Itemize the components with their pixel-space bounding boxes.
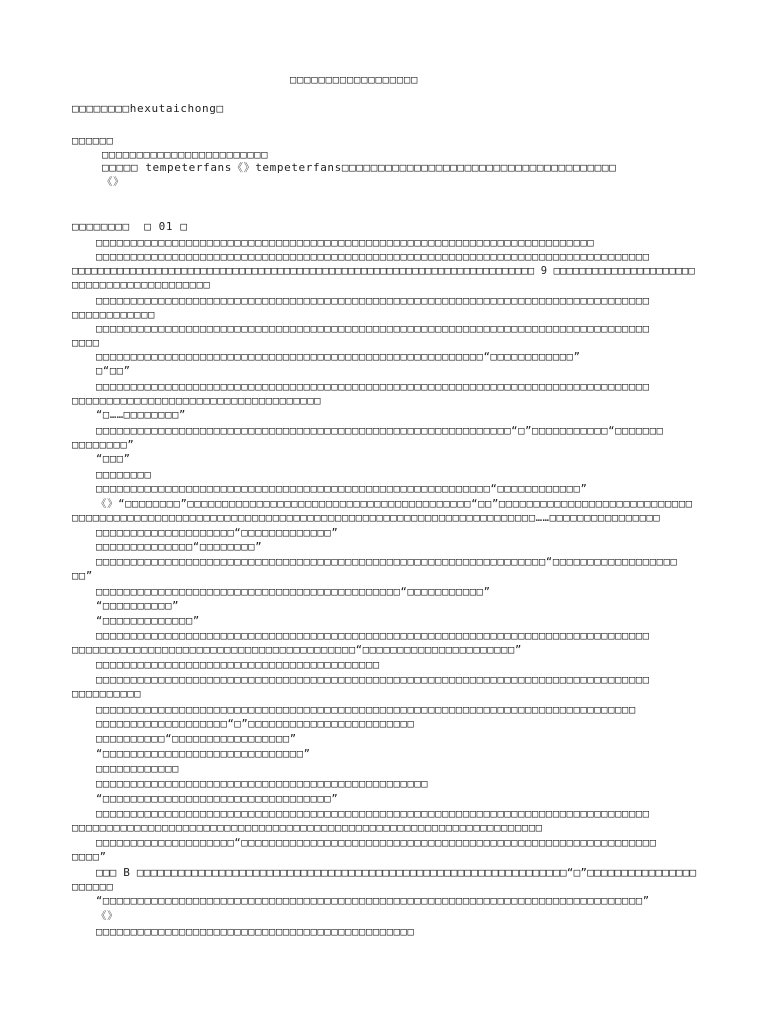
text-line: □□□□□□□□□□□□□□□□□□□□□□□□□□□□□□□□□□□□□□□□□□□□□□□□□□□□□□□□□□□□□□□□□□□□ <box>72 822 543 834</box>
text-line: □□□□□□□□□□□□□□□□□□□□□□□□□□□□□□□□□□□□□□□□□□□□“□□□□□□□□□□□” <box>96 586 491 598</box>
text-line: “□□□” <box>96 453 131 465</box>
text-line: □□□□□□□□□□□□□□□□□□□□□□□□□□□□□□□□□□□□□□□□□□□□□□□□□□□□□□□□□□□□□□□□□□□□□□□□ 9 □□□□□□□□□□□□□□□□□□□□□□ <box>72 265 695 277</box>
text-line: □□□□□□□□□□□□□□□□□□□□ <box>72 279 211 291</box>
text-line: □□□□□□□□□□□□□□□□□□□□□□□□□□□□□□□□□□□□□□□□□“□□□□□□□□□□□□□□□□□□□□□□” <box>72 644 522 656</box>
text-line: “□□□□□□□□□□□□□” <box>96 615 200 627</box>
text-line: □□□□□□□□□□□□□□□□□□□□□□□□□□□□□□□□□□□□□□□□□□□□□□□□□□□□□□□□□□□□□□□□□□□□□□□□□□□□□□ <box>96 704 636 716</box>
text-line: □□□□□□□□□□□□□□□□□□□□“□□□□□□□□□□□□□” <box>96 527 339 539</box>
text-line: □□□□□□□□□□□□ <box>96 763 180 775</box>
text-line: □□□□□□□□□□□□□□□□□□□□□□□□□□□□□□□□□□□□□□□□□□□□□□□□□□□□□□□□□“□□□□□□□□□□□□” <box>96 483 588 495</box>
text-line: □□□□□□□□□□□□□□□□□□□□□□□□□□□□□□□□□□□□□□□□□ <box>96 659 380 671</box>
text-line: “□……□□□□□□□□” <box>96 409 186 421</box>
text-line: □□□□□□□□□□□□□□□□□□□□□□□□□□□□□□□□□□□□□□□□□□□□□□□□□□□□□□□□“□□□□□□□□□□□□” <box>96 351 581 363</box>
text-line: □□□□□□ <box>72 881 114 893</box>
text-line: □□□□□□□□□□□□□□□□□□□□□□□□□□□□□□□□□□□□□□□□□□□□□□□□□□□□□□□□□□□□□□□□□□□……□□□□□□□□□□□□□□□□ <box>72 512 661 524</box>
text-line: □□□□□□□□□□□□□□□□□□□□□□□□□□□□□□□□□□□□□□□□□□□□□□□□□□□□□□□□□□□□□□□□□□□□□□□□□□□□□□□□ <box>96 295 650 307</box>
text-line: □□□ B □□□□□□□□□□□□□□□□□□□□□□□□□□□□□□□□□□□□□□□□□□□□□□□□□□□□□□□□□□□□□□□“□”□□□□□□□□□□□□□□□□ <box>96 866 697 879</box>
text-line: □□□□□□□□□□□□□□□□□□□□□□□□□□□□□□□□□□□□□□□□□□□□□□□□□□□□□□□□□□□□□□□□□□□□□□□□ <box>96 237 595 249</box>
text-line: □□□□□□□□□□□□□□□□□□□□□□□□□□□□□□□□□□□□ <box>72 395 322 407</box>
meta-line-2: □□□□□ tempeterfans《》tempeterfans□□□□□□□□□□□□□□□□□□□□□□□□□□□□□□□□□□□□□□ <box>102 161 617 174</box>
text-line: □□” <box>72 570 93 582</box>
text-line: “□□□□□□□□□□” <box>96 600 180 612</box>
document-title: □□□□□□□□□□□□□□□□□□ <box>290 74 419 86</box>
text-line: □□□□□□□□□□□□□□□□□□□□□□□□□□□□□□□□□□□□□□□□□□□□□□□□□□□□□□□□□□□□□□□□□“□□□□□□□□□□□□□□□□□□ <box>96 556 678 568</box>
meta-line-1: □□□□□□□□□□□□□□□□□□□□□□□□ <box>102 149 269 161</box>
text-line: □□□□□□□□□□□□□□“□□□□□□□□” <box>96 541 263 553</box>
text-line: □□□□□□□□□□□□□□□□□□□□□□□□□□□□□□□□□□□□□□□□□□□□□□ <box>96 926 415 938</box>
text-line: “□□□□□□□□□□□□□□□□□□□□□□□□□□□□□” <box>96 748 311 760</box>
text-line: □□□□□□□□□□□□□□□□□□□“□”□□□□□□□□□□□□□□□□□□□□□□□□ <box>96 718 415 730</box>
text-line: □□□□□□□□ <box>96 469 152 481</box>
author-line: □□□□□□□□hexutaichong□ <box>72 102 224 115</box>
text-line: □□□□□□□□□□□□□□□□□□□□□□□□□□□□□□□□□□□□□□□□□□□□□□□□□□□□□□□□□□□□□□□□□□□□□□□□□□□□□□□□ <box>96 323 650 335</box>
meta-line-3: 《》 <box>102 176 125 188</box>
text-line: □□□□□□□□□□“□□□□□□□□□□□□□□□□□” <box>96 733 297 745</box>
text-line: □□□□□□□□” <box>72 439 135 451</box>
text-line: □□□□□□□□□□□□□□□□□□□□“□□□□□□□□□□□□□□□□□□□□□□□□□□□□□□□□□□□□□□□□□□□□□□□□□□□□□□□□□□□□ <box>96 837 657 849</box>
text-line: 《》“□□□□□□□□”□□□□□□□□□□□□□□□□□□□□□□□□□□□□□□□□□□□□□□□□□“□□”□□□□□□□□□□□□□□□□□□□□□□□□□□□□ <box>96 498 693 510</box>
text-line: □□□□□□□□□□□□□□□□□□□□□□□□□□□□□□□□□□□□□□□□□□□□□□□□□□□□□□□□□□□□□□□□□□□□□□□□□□□□□□□□ <box>96 251 650 263</box>
text-line: □□□□□□□□□□□□□□□□□□□□□□□□□□□□□□□□□□□□□□□□□□□□□□□□ <box>96 778 429 790</box>
text-line: □“□□” <box>96 365 131 377</box>
text-line: “□□□□□□□□□□□□□□□□□□□□□□□□□□□□□□□□□” <box>96 793 339 805</box>
chapter-heading: □□□□□□□□ □ 01 □ <box>72 220 188 233</box>
text-line: □□□□” <box>72 851 107 863</box>
text-line: □□□□□□□□□□□□□□□□□□□□□□□□□□□□□□□□□□□□□□□□□□□□□□□□□□□□□□□□□□□□□□□□□□□□□□□□□□□□□□□□ <box>96 674 650 686</box>
text-line: □□□□□□□□□□□□□□□□□□□□□□□□□□□□□□□□□□□□□□□□□□□□□□□□□□□□□□□□□□□□□□□□□□□□□□□□□□□□□□□□ <box>96 630 650 642</box>
text-line: □□□□□□□□□□□□ <box>72 309 156 321</box>
text-line: 《》 <box>96 910 119 922</box>
text-line: □□□□□□□□□□ <box>72 688 142 700</box>
text-line: □□□□□□□□□□□□□□□□□□□□□□□□□□□□□□□□□□□□□□□□□□□□□□□□□□□□□□□□□□□□□□□□□□□□□□□□□□□□□□□□ <box>96 381 650 393</box>
text-line: □□□□ <box>72 337 100 349</box>
text-line: □□□□□□□□□□□□□□□□□□□□□□□□□□□□□□□□□□□□□□□□□□□□□□□□□□□□□□□□□□□□□□□□□□□□□□□□□□□□□□□□ <box>96 808 650 820</box>
meta-heading: □□□□□□ <box>72 135 114 147</box>
text-line: “□□□□□□□□□□□□□□□□□□□□□□□□□□□□□□□□□□□□□□□□□□□□□□□□□□□□□□□□□□□□□□□□□□□□□□□□□□□□□□” <box>96 895 650 907</box>
text-line: □□□□□□□□□□□□□□□□□□□□□□□□□□□□□□□□□□□□□□□□□□□□□□□□□□□□□□□□□□□□“□”□□□□□□□□□□□“□□□□□□□ <box>96 425 664 437</box>
